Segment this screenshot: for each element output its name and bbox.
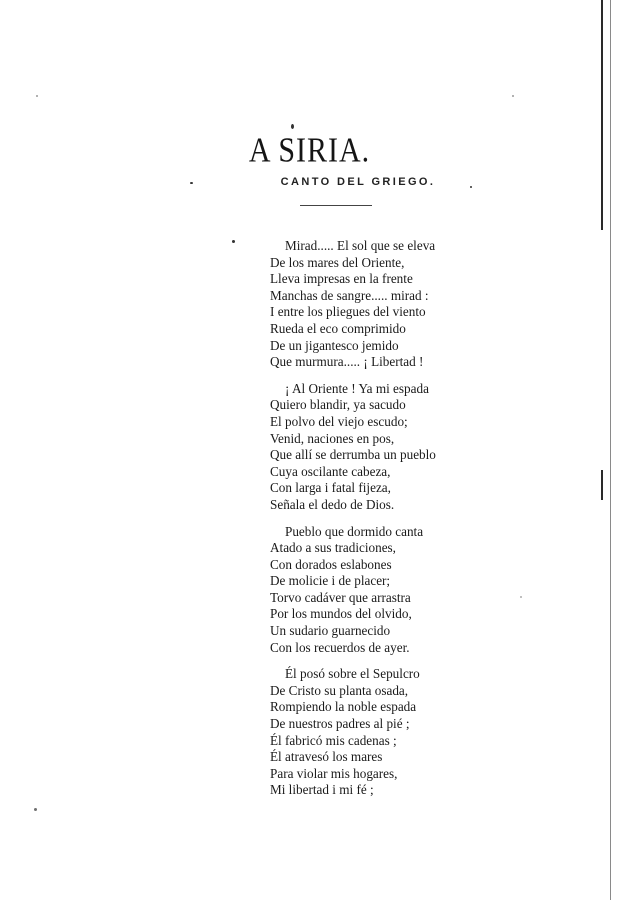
verse-line: Mi libertad i mi fé ; [270,782,374,798]
title-rule [300,205,372,206]
verse-line: Rueda el eco comprimido [270,320,406,336]
verse-line: Con dorados eslabones [270,556,392,572]
ink-speck [36,95,38,97]
verse-line: De molicie i de placer; [270,573,391,589]
verse-line: De un jigantesco jemido [270,337,399,353]
verse-line: Venid, naciones en pos, [270,430,395,446]
ink-speck [512,95,514,97]
verse-line: Para violar mis hogares, [270,765,398,781]
verse-line: Señala el dedo de Dios. [270,496,395,512]
stanza [270,381,600,514]
verse-line: Cuya oscilante cabeza, [270,463,391,479]
verse-line: Pueblo que dormido canta [285,523,424,539]
verse-line: De Cristo su planta osada, [270,682,409,698]
ink-speck [34,808,37,811]
verse-line: Un sudario guarnecido [270,623,391,639]
verse-line: Con larga i fatal fijeza, [270,480,391,496]
stanza [270,666,600,799]
poem-title: A SIRIA. [248,131,371,170]
ink-speck [291,124,294,129]
verse-line: Rompiendo la noble espada [270,699,417,715]
verse-line: Lleva impresas en la frente [270,271,413,287]
verse-line: Mirad..... El sol que se eleva [285,238,436,253]
verse-line: Él posó sobre el Sepulcro [285,666,420,682]
verse-line: I entre los pliegues del viento [270,304,426,320]
verse-line: Atado a sus tradiciones, [270,540,396,556]
verse-line: Torvo cadáver que arrastra [270,589,411,605]
stanza [270,524,600,657]
ink-speck [232,240,235,243]
verse-line: Él atravesó los mares [270,749,383,765]
binding-shadow-mark [601,470,603,500]
verse-line: Quiero blandir, ya sacudo [270,397,406,413]
poem-subtitle: CANTO DEL GRIEGO. [280,176,436,188]
verse-line: Que murmura..... ¡ Libertad ! [270,354,424,370]
verse-line: De los mares del Oriente, [270,254,405,270]
verse-line: ¡ Al Oriente ! Ya mi espada [285,380,429,396]
verse-line: Con los recuerdos de ayer. [270,639,410,655]
stanza [270,238,600,371]
verse-line: Que allí se derrumba un pueblo [270,447,436,463]
binding-shadow [601,0,603,230]
verse-line: Él fabricó mis cadenas ; [270,732,397,748]
verse-line: De nuestros padres al pié ; [270,716,410,732]
verse-line: Por los mundos del olvido, [270,606,412,622]
verse-line: El polvo del viejo escudo; [270,413,408,429]
poem-body [270,238,600,809]
verse-line: Manchas de sangre..... mirad : [270,287,429,303]
